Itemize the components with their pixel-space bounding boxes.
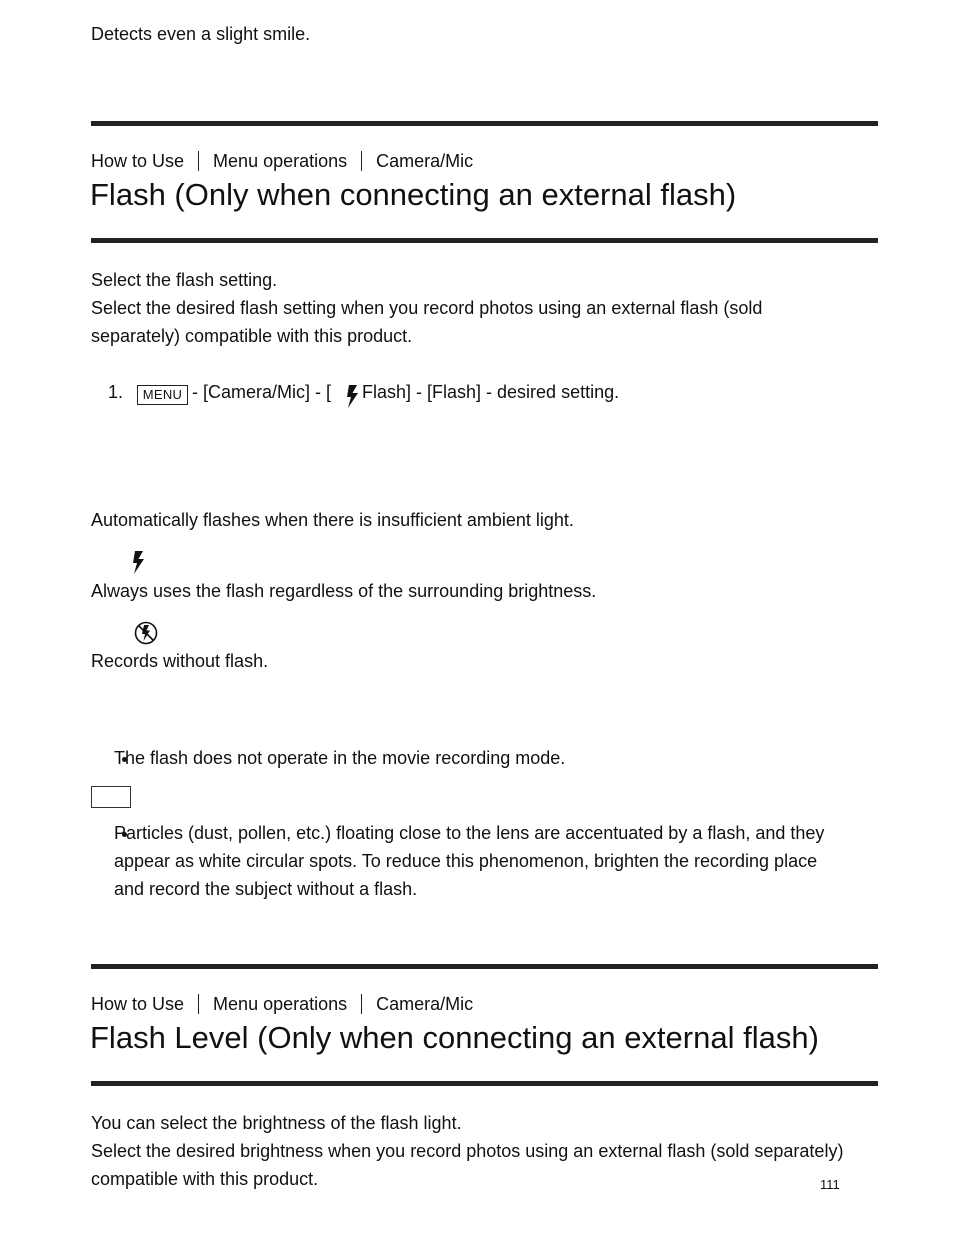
intro-line: Select the desired brightness when you record photos using an external flash (sold separately) <box>91 1141 844 1161</box>
breadcrumb-how-to-use[interactable]: How to Use <box>91 994 185 1014</box>
breadcrumb <box>91 149 473 173</box>
option-fill-description: Always uses the flash regardless of the surrounding brightness. <box>91 581 597 601</box>
breadcrumb <box>91 992 473 1016</box>
note-text: The flash does not operate in the movie recording mode. <box>114 748 566 768</box>
step-text-part2: Flash] - [Flash] - desired setting. <box>362 382 620 402</box>
flash-on-icon <box>346 385 360 408</box>
section-divider <box>91 121 878 126</box>
breadcrumb-separator <box>361 994 362 1014</box>
hint-label-box <box>91 786 131 808</box>
hint-line: and record the subject without a flash. <box>114 879 418 899</box>
flash-off-icon <box>134 621 158 645</box>
page-title: Flash Level (Only when connecting an external flash) <box>90 1020 819 1055</box>
page-title: Flash (Only when connecting an external flash) <box>90 177 737 212</box>
breadcrumb-how-to-use[interactable]: How to Use <box>91 151 185 171</box>
intro-line: Select the flash setting. <box>91 270 278 290</box>
title-divider <box>91 238 878 243</box>
intro-line: You can select the brightness of the flash light. <box>91 1113 462 1133</box>
page-number: 111 <box>820 1177 840 1192</box>
intro-line: compatible with this product. <box>91 1169 319 1189</box>
breadcrumb-menu-operations[interactable]: Menu operations <box>213 994 348 1014</box>
intro-line: Select the desired flash setting when you record photos using an external flash (sold <box>91 298 763 318</box>
step-text-part1: - [Camera/Mic] - [ <box>192 382 332 402</box>
intro-line: separately) compatible with this product. <box>91 326 413 346</box>
breadcrumb-separator <box>198 994 199 1014</box>
hint-line: appear as white circular spots. To reduce this phenomenon, brighten the recording place <box>114 851 818 871</box>
breadcrumb-menu-operations[interactable]: Menu operations <box>213 151 348 171</box>
option-auto-description: Automatically flashes when there is insufficient ambient light. <box>91 510 574 530</box>
title-divider <box>91 1081 878 1086</box>
option-off-description: Records without flash. <box>91 651 269 671</box>
breadcrumb-camera-mic[interactable]: Camera/Mic <box>376 994 474 1014</box>
breadcrumb-separator <box>198 151 199 171</box>
menu-key-icon: MENU <box>137 385 188 405</box>
breadcrumb-camera-mic[interactable]: Camera/Mic <box>376 151 474 171</box>
step-number: 1. <box>108 382 124 402</box>
carryover-text: Detects even a slight smile. <box>91 24 311 44</box>
hint-line: Particles (dust, pollen, etc.) floating close to the lens are accentuated by a flash, and they <box>114 823 825 843</box>
flash-on-icon <box>132 551 146 574</box>
section-divider <box>91 964 878 969</box>
breadcrumb-separator <box>361 151 362 171</box>
